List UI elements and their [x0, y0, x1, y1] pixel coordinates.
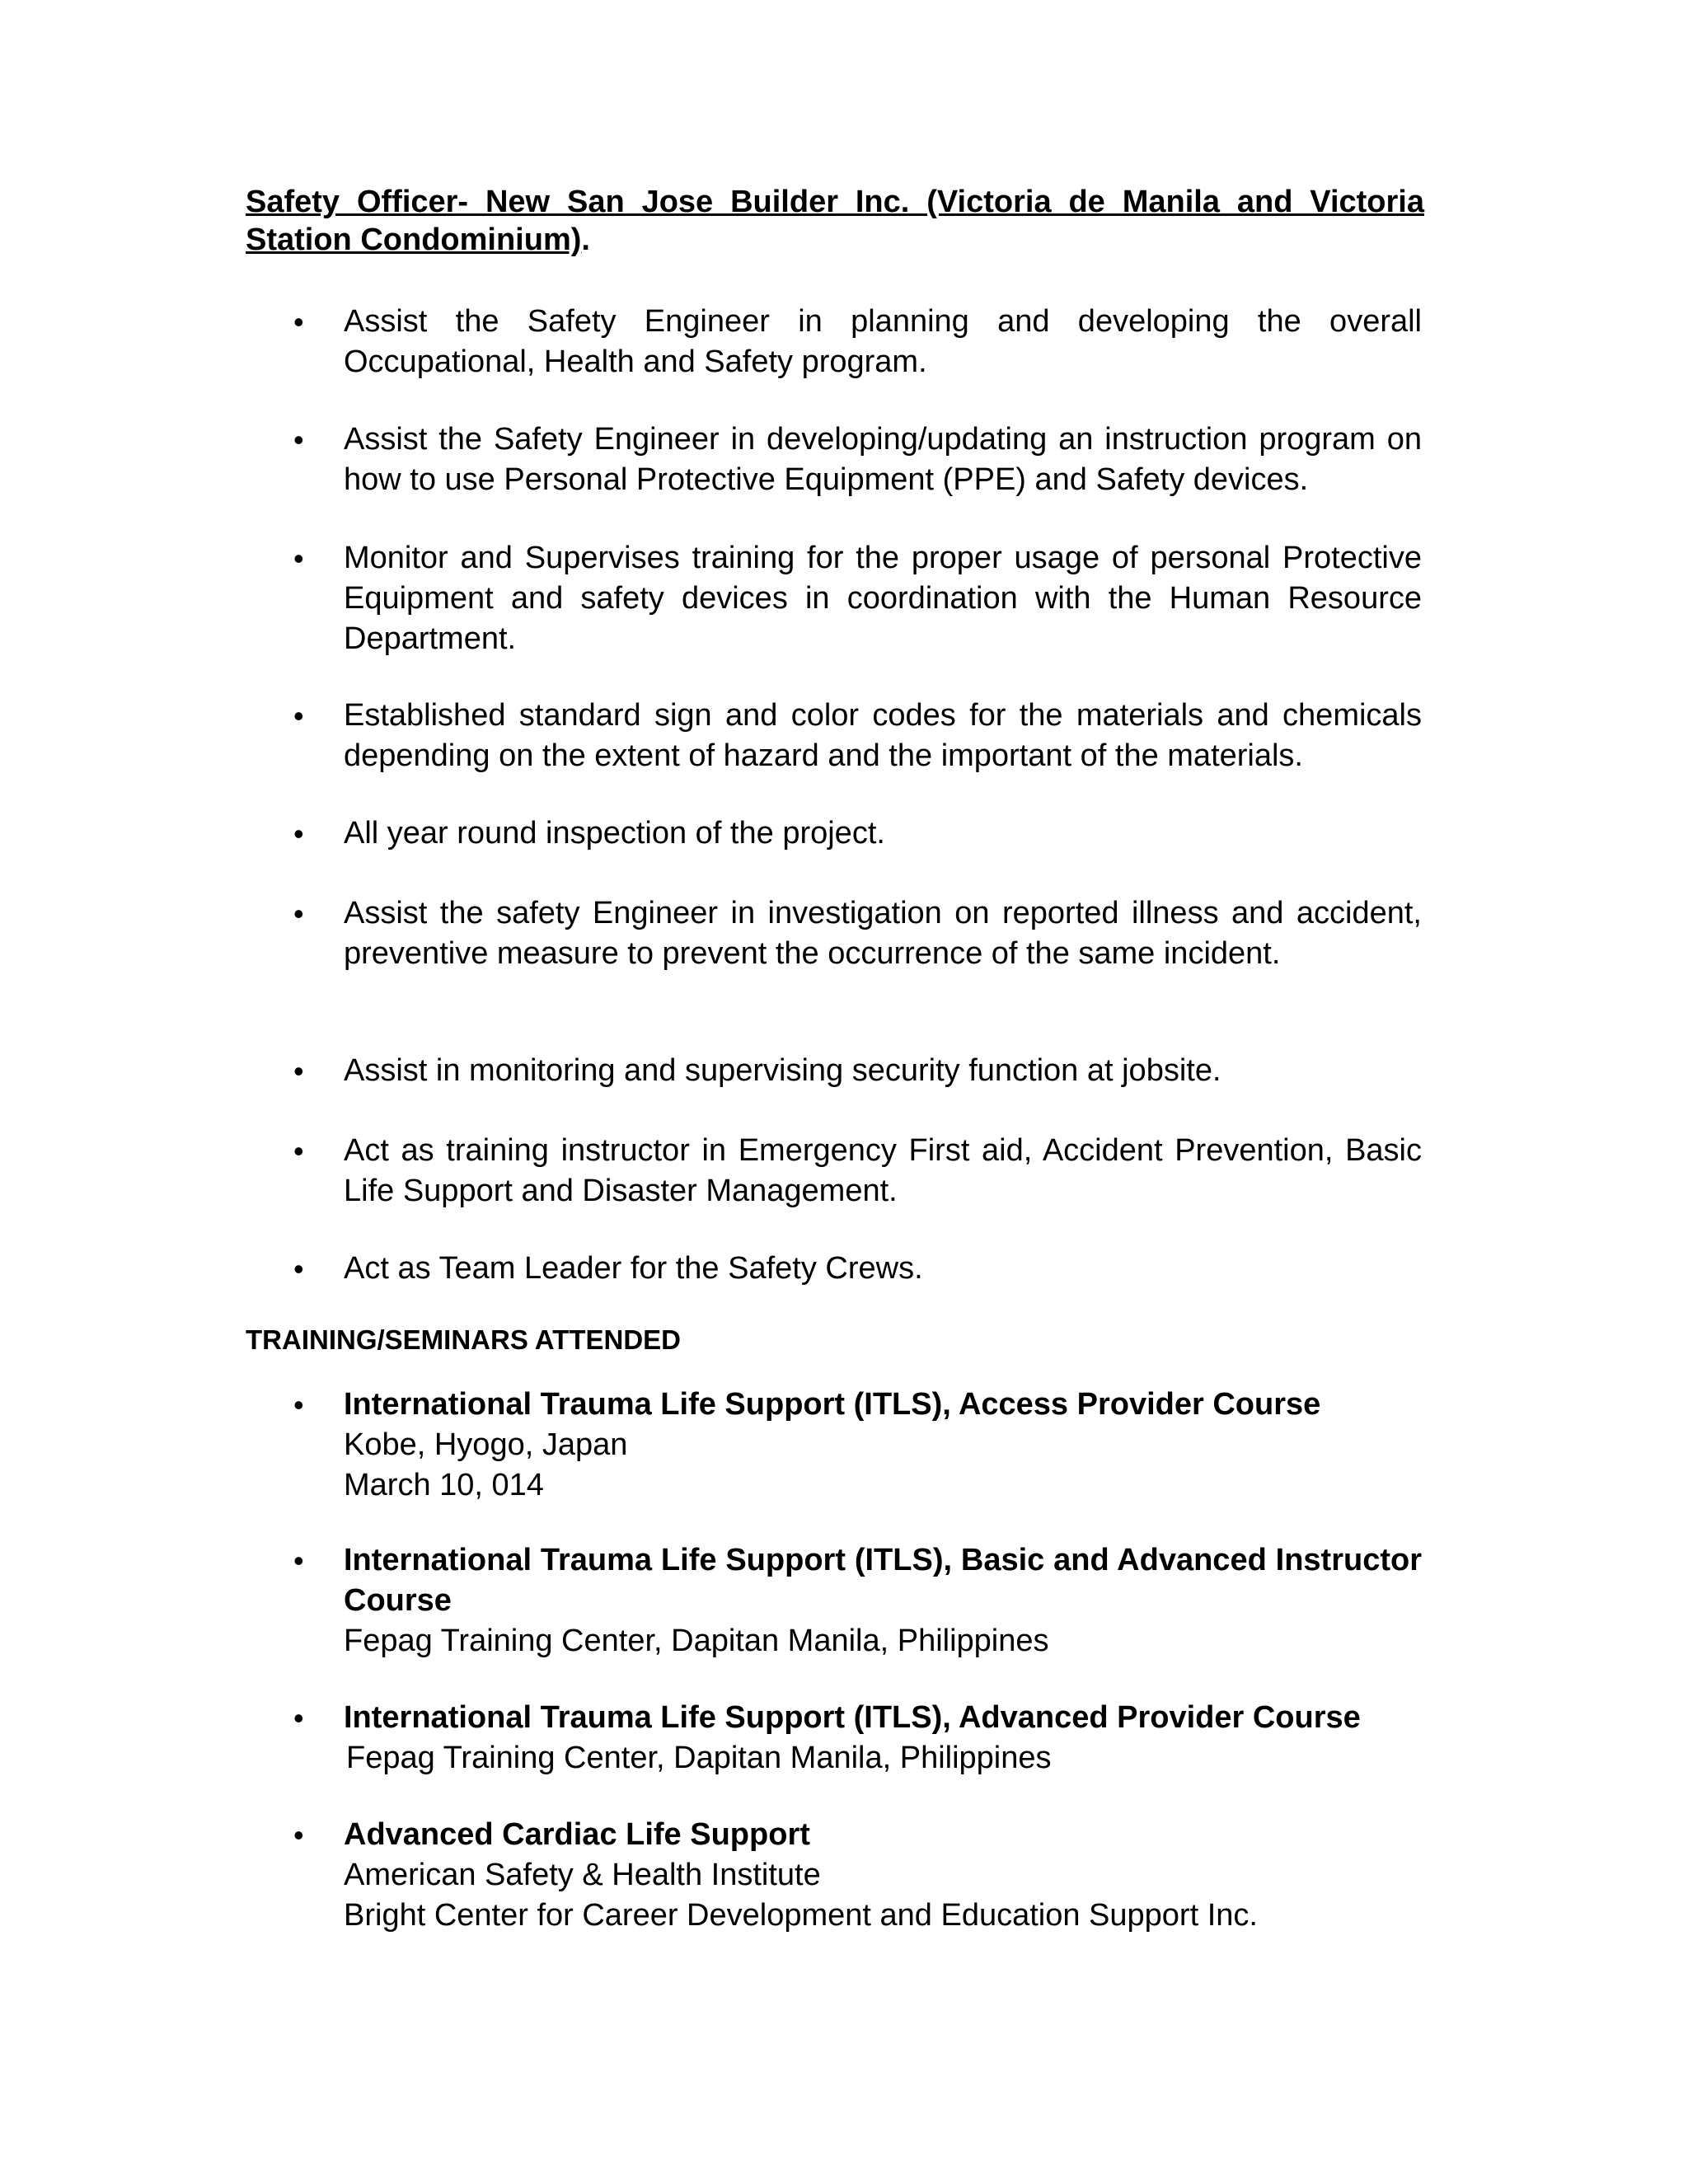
duty-text: Monitor and Supervises training for the proper usage of personal Protective Equipment and safety devices in coordination with the Human Resource Department. [344, 541, 1422, 656]
course-venue: Bright Center for Career Development and Education Support Inc. [344, 1898, 1258, 1933]
bullet-icon: • [293, 699, 304, 733]
course-title: International Trauma Life Support (ITLS), Advanced Provider Course [344, 1700, 1361, 1735]
duty-text: Assist the Safety Engineer in planning and developing the overall Occupational, Health and Safety program. [344, 304, 1422, 379]
course-title: International Trauma Life Support (ITLS), Access Provider Course [344, 1387, 1321, 1422]
course-location: Fepag Training Center, Dapitan Manila, Philippines [346, 1741, 1052, 1775]
training-item-body [344, 1815, 1422, 1936]
duty-text: Assist the Safety Engineer in developing/updating an instruction program on how to use Personal Protective Equipment (PPE) and Safety devices. [344, 422, 1422, 497]
course-location: Fepag Training Center, Dapitan Manila, Philippines [344, 1624, 1049, 1658]
course-title: International Trauma Life Support (ITLS), Basic and Advanced Instructor Course [344, 1543, 1422, 1618]
course-date: March 10, 014 [344, 1468, 544, 1502]
duty-text: All year round inspection of the project. [344, 816, 885, 851]
bullet-icon: • [293, 541, 304, 575]
bullet-icon: • [293, 1054, 304, 1088]
course-location: Kobe, Hyogo, Japan [344, 1427, 628, 1462]
training-section-heading: TRAINING/SEMINARS ATTENDED [246, 1324, 681, 1355]
training-item-body [344, 1540, 1422, 1661]
bullet-icon: • [293, 305, 304, 339]
duty-text: Established standard sign and color codes for the materials and chemicals depending on the extent of hazard and the important of the materials. [344, 698, 1422, 773]
duty-text: Assist the safety Engineer in investigation on reported illness and accident, preventive measure to prevent the occurrence of the same incident. [344, 896, 1422, 971]
training-item-body [344, 1698, 1422, 1779]
duty-text: Act as Team Leader for the Safety Crews. [344, 1251, 923, 1286]
course-provider: American Safety & Health Institute [344, 1858, 821, 1892]
bullet-icon: • [293, 1701, 304, 1735]
course-title: Advanced Cardiac Life Support [344, 1817, 810, 1852]
bullet-icon: • [293, 423, 304, 457]
job-title: Safety Officer- New San Jose Builder Inc. (Victoria de Manila and Victoria Station Condominium) [246, 185, 1424, 257]
bullet-icon: • [293, 1544, 304, 1577]
bullet-icon: • [293, 1252, 304, 1286]
bullet-icon: • [293, 897, 304, 930]
bullet-icon: • [293, 1134, 304, 1168]
training-item-body [344, 1385, 1422, 1506]
bullet-icon: • [293, 1818, 304, 1852]
duty-text: Act as training instructor in Emergency First aid, Accident Prevention, Basic Life Support and Disaster Management. [344, 1133, 1422, 1208]
bullet-icon: • [293, 817, 304, 851]
bullet-icon: • [293, 1388, 304, 1422]
duty-text: Assist in monitoring and supervising security function at jobsite. [344, 1053, 1221, 1088]
job-title-period: . [581, 223, 590, 257]
job-title-heading [246, 183, 1424, 259]
